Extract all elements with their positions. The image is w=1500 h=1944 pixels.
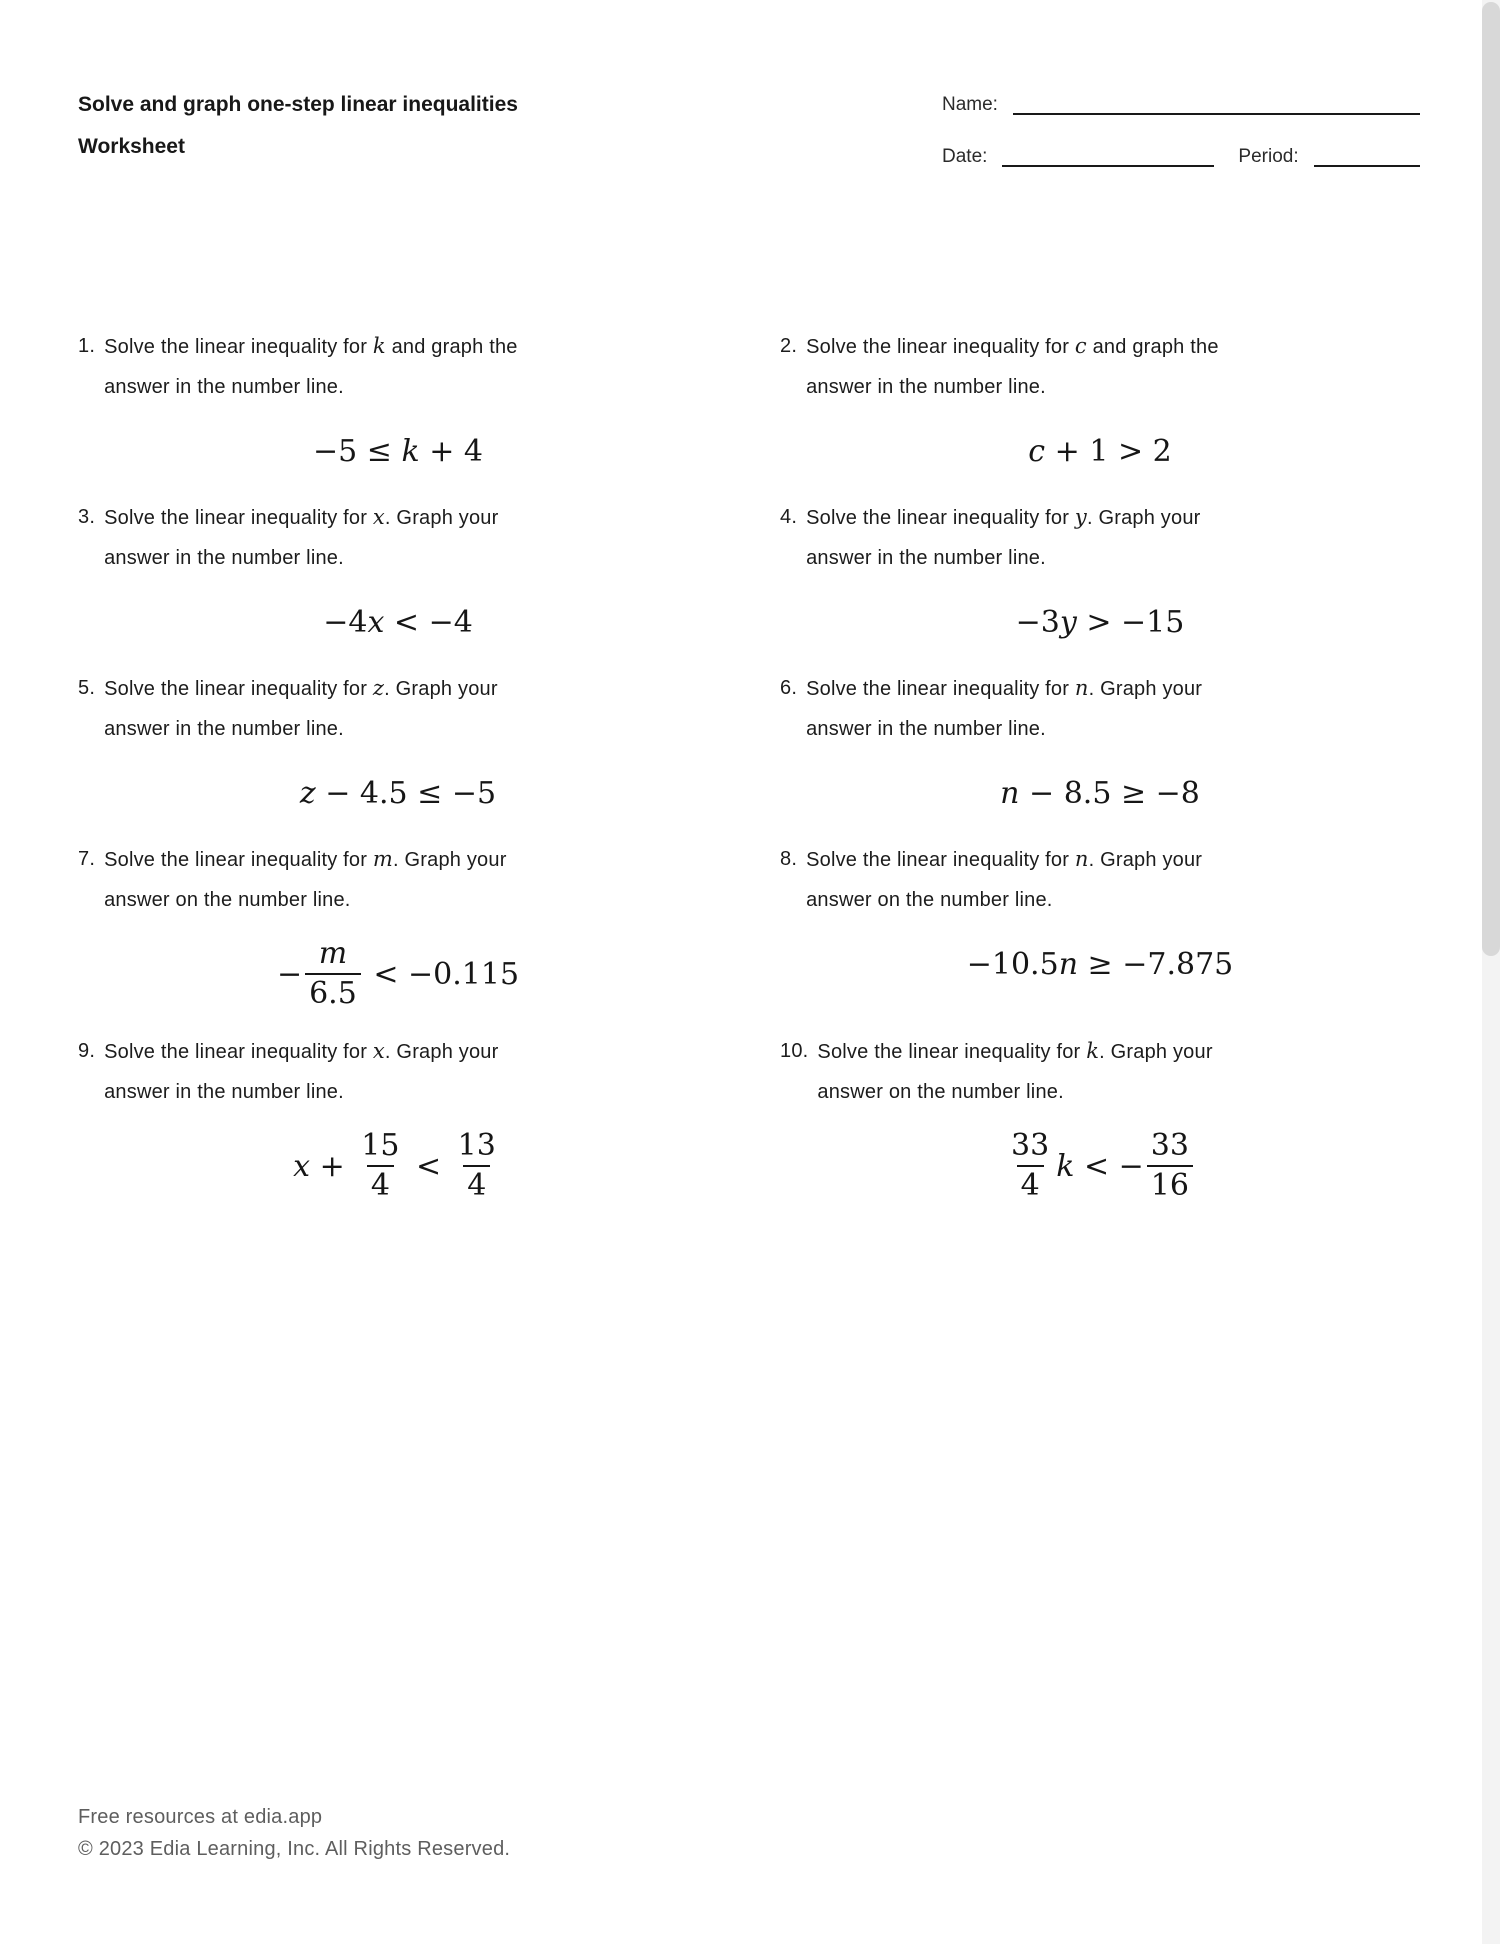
problem-item xyxy=(780,668,1420,819)
math-text: ≥ −7.875 xyxy=(1078,946,1234,982)
variable-italic: y xyxy=(1074,505,1087,529)
problem-line1-before: Solve the linear inequality for xyxy=(806,678,1075,700)
problem-text xyxy=(78,326,718,407)
problem-line1-after: . Graph your xyxy=(1086,507,1201,529)
equation xyxy=(780,596,1420,648)
math-text: + xyxy=(310,1148,355,1184)
problem-line2: answer in the number line. xyxy=(104,547,344,569)
problem-text xyxy=(780,497,1420,578)
fraction xyxy=(454,1127,500,1204)
problem-line1 xyxy=(806,839,1202,880)
problem-line2: answer in the number line. xyxy=(806,547,1046,569)
problem-lines xyxy=(104,326,518,407)
problem-line1-before: Solve the linear inequality for xyxy=(104,1040,373,1063)
problem-text xyxy=(78,839,718,920)
problem-line2: answer on the number line. xyxy=(104,889,351,911)
equation xyxy=(780,1127,1420,1204)
math-variable: x xyxy=(367,604,385,640)
footer-resources-text: Free resources at edia.app xyxy=(78,1806,323,1828)
problem-text xyxy=(78,668,718,749)
equation xyxy=(78,1127,718,1204)
footer xyxy=(78,1801,510,1865)
date-label: Date: xyxy=(942,146,988,167)
math-variable: y xyxy=(1059,604,1077,640)
problem-line1 xyxy=(806,497,1200,538)
problem-line1-after: . Graph your xyxy=(1099,1040,1213,1063)
fraction-numerator: 13 xyxy=(457,1127,496,1163)
math-text: − 8.5 ≥ −8 xyxy=(1019,775,1200,811)
problem-line2: answer in the number line. xyxy=(104,718,344,740)
problem-line1-before: Solve the linear inequality for xyxy=(817,1040,1087,1063)
math-text: −10.5 xyxy=(966,946,1059,982)
problem-line1-before: Solve the linear inequality for xyxy=(806,507,1075,529)
problem-number: 1. xyxy=(78,335,96,357)
page-content xyxy=(78,84,1420,1223)
problem-item xyxy=(78,1031,718,1203)
problem-line1-after: . Graph your xyxy=(1088,678,1203,700)
problem-line1 xyxy=(806,668,1202,709)
problem-text xyxy=(780,668,1420,749)
math-text: −5 ≤ xyxy=(313,433,402,469)
equation xyxy=(78,767,718,819)
problem-number: 10. xyxy=(780,1039,809,1062)
problem-line1-after: and graph the xyxy=(1086,336,1219,358)
problem-number: 3. xyxy=(78,506,96,528)
problem-line2: answer in the number line. xyxy=(806,376,1046,398)
problem-item xyxy=(780,1031,1420,1203)
page-title xyxy=(78,84,518,168)
problem-line1-before: Solve the linear inequality for xyxy=(104,678,373,700)
math-text: < − xyxy=(1074,1148,1144,1184)
problem-lines xyxy=(104,668,498,749)
problem-line1 xyxy=(104,839,506,880)
problem-number: 2. xyxy=(780,335,798,357)
math-variable: c xyxy=(1028,433,1046,469)
math-text: > −15 xyxy=(1076,604,1185,640)
fraction-numerator: m xyxy=(318,936,348,971)
math-variable: x xyxy=(293,1148,311,1184)
problem-item xyxy=(780,326,1420,477)
problem-line2: answer on the number line. xyxy=(806,889,1053,911)
problem-item xyxy=(78,326,718,477)
problem-text xyxy=(78,497,718,578)
problem-line1-after: . Graph your xyxy=(384,678,498,700)
title-line-1: Solve and graph one-step linear inequalities xyxy=(78,93,518,116)
variable-italic: k xyxy=(372,334,386,358)
equation xyxy=(78,596,718,648)
problem-line1-after: . Graph your xyxy=(393,849,507,871)
fraction-denominator: 4 xyxy=(1017,1165,1044,1202)
problem-lines xyxy=(806,668,1202,749)
problem-item xyxy=(78,839,718,1011)
fraction xyxy=(305,938,361,1011)
problem-number: 5. xyxy=(78,677,96,699)
math-text: −4 xyxy=(323,604,368,640)
math-text: − xyxy=(276,956,303,992)
footer-copyright-text: © 2023 Edia Learning, Inc. All Rights Reserved. xyxy=(78,1838,511,1860)
problem-lines xyxy=(806,497,1200,578)
problem-number: 4. xyxy=(780,506,798,528)
period-label: Period: xyxy=(1238,146,1299,167)
variable-italic: n xyxy=(1074,847,1089,871)
math-variable: z xyxy=(299,775,316,811)
problem-lines xyxy=(806,839,1202,920)
problem-lines xyxy=(817,1031,1212,1112)
problem-line1-before: Solve the linear inequality for xyxy=(806,849,1075,871)
name-label: Name: xyxy=(942,94,998,115)
problem-item xyxy=(78,497,718,648)
problem-line2: answer in the number line. xyxy=(104,376,344,398)
equation xyxy=(780,425,1420,477)
problem-line1-before: Solve the linear inequality for xyxy=(104,849,373,871)
date-period-row xyxy=(942,146,1420,167)
problem-lines xyxy=(104,497,498,578)
problem-text xyxy=(78,1031,718,1112)
problem-line2: answer in the number line. xyxy=(104,1080,344,1103)
problem-line1 xyxy=(104,326,518,367)
fraction xyxy=(1147,1127,1193,1204)
title-line-2: Worksheet xyxy=(78,135,185,158)
problems-grid xyxy=(78,326,1420,1223)
problem-item xyxy=(780,839,1420,1011)
period-blank-line xyxy=(1314,146,1420,167)
problem-line1-after: . Graph your xyxy=(1088,849,1203,871)
fraction xyxy=(1007,1127,1053,1204)
problem-number: 9. xyxy=(78,1039,96,1062)
math-variable: k xyxy=(1056,1148,1075,1184)
problem-line1 xyxy=(817,1031,1212,1072)
equation xyxy=(780,938,1420,990)
fraction xyxy=(357,1127,403,1204)
fraction-denominator: 4 xyxy=(463,1165,490,1202)
problem-text xyxy=(780,1031,1420,1112)
problem-line1-before: Solve the linear inequality for xyxy=(104,507,373,529)
problem-line1-after: and graph the xyxy=(385,336,518,358)
name-blank-line xyxy=(1013,94,1420,115)
math-text: + 4 xyxy=(419,433,483,469)
date-blank-line xyxy=(1002,146,1214,167)
fraction-denominator: 6.5 xyxy=(305,973,361,1010)
problem-line1-before: Solve the linear inequality for xyxy=(806,336,1075,358)
problem-lines xyxy=(104,1031,498,1112)
problem-line1-after: . Graph your xyxy=(384,507,499,529)
header xyxy=(78,84,1420,198)
problem-line1 xyxy=(104,497,498,538)
fraction-denominator: 16 xyxy=(1147,1165,1193,1202)
math-text: < −4 xyxy=(384,604,473,640)
equation xyxy=(780,767,1420,819)
variable-italic: c xyxy=(1074,334,1087,358)
variable-italic: x xyxy=(372,1038,385,1063)
math-variable: k xyxy=(401,433,420,469)
problem-number: 7. xyxy=(78,848,96,870)
variable-italic: m xyxy=(372,847,393,871)
equation xyxy=(78,425,718,477)
problem-line1 xyxy=(104,1031,498,1072)
problem-lines xyxy=(104,839,506,920)
math-text: < −0.115 xyxy=(363,956,520,992)
math-variable: n xyxy=(1000,775,1020,811)
problem-number: 8. xyxy=(780,848,798,870)
student-fields xyxy=(942,84,1420,198)
math-text: − 4.5 ≤ −5 xyxy=(315,775,497,811)
math-text: + 1 > 2 xyxy=(1045,433,1172,469)
problem-line1-after: . Graph your xyxy=(384,1040,499,1063)
math-variable: n xyxy=(1058,946,1079,982)
name-row xyxy=(942,94,1420,115)
problem-line1 xyxy=(806,326,1219,367)
variable-italic: k xyxy=(1086,1038,1100,1063)
variable-italic: z xyxy=(372,676,385,700)
scrollbar-thumb[interactable] xyxy=(1482,2,1500,956)
scrollbar-track[interactable] xyxy=(1482,0,1500,1944)
problem-line2: answer in the number line. xyxy=(806,718,1046,740)
problem-line2: answer on the number line. xyxy=(817,1080,1064,1103)
problem-lines xyxy=(806,326,1219,407)
variable-italic: n xyxy=(1074,676,1089,700)
fraction-denominator: 4 xyxy=(367,1165,394,1202)
fraction-numerator: 33 xyxy=(1011,1127,1050,1163)
math-text: < xyxy=(406,1148,451,1184)
problem-item xyxy=(78,668,718,819)
problem-text xyxy=(780,839,1420,920)
fraction-numerator: 15 xyxy=(361,1127,400,1163)
problem-number: 6. xyxy=(780,677,798,699)
problem-line1-before: Solve the linear inequality for xyxy=(104,336,373,358)
equation xyxy=(78,938,718,1011)
math-text: −3 xyxy=(1015,604,1060,640)
problem-item xyxy=(780,497,1420,648)
fraction-numerator: 33 xyxy=(1150,1127,1189,1163)
problem-text xyxy=(780,326,1420,407)
variable-italic: x xyxy=(372,505,385,529)
problem-line1 xyxy=(104,668,498,709)
